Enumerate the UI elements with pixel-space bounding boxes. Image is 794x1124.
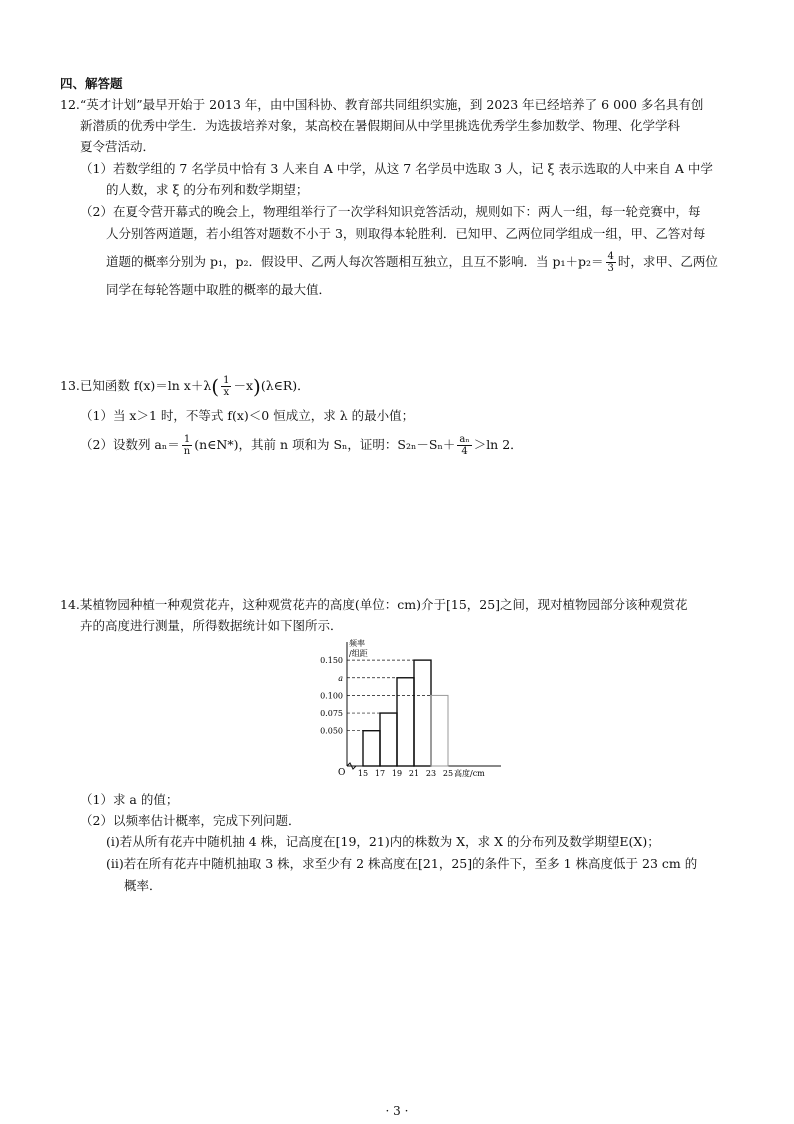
histogram-bar [380,713,397,766]
q13-part2-frac-num: 1 [182,434,192,446]
q13-part2-frac2-num: aₙ [459,434,470,445]
q13-line1-a: 13.已知函数 f(x)＝ln x＋λ [60,378,212,393]
q14-part2: （2）以频率估计概率，完成下列问题． [80,813,301,828]
x-axis-label: 高度/cm [454,769,485,778]
q13-fraction [221,375,231,398]
x-tick-label: 25 [442,769,454,778]
q12-line1: 12.“英才计划”最早开始于 2013 年，由中国科协、教育部共同组织实施，到 2023 年已经培养了 6 000 多名具有创 [60,97,704,112]
x-tick-label: 17 [374,769,386,778]
histogram-bar [431,695,448,766]
origin-label: O [338,768,346,778]
q12-part2-line3-a: 道题的概率分别为 p₁，p₂．假设甲、乙两人每次答题相互独立，且互不影响．当 p₁＋p₂＝ [106,254,604,269]
left-paren: ( [211,374,220,399]
q13-part2-frac2-den: 4 [461,446,468,457]
y-tick-label: 0.075 [320,709,343,719]
q13-part2-fraction2 [457,434,471,457]
y-tick-label: 0.100 [320,691,343,701]
q12-part2-line3-b: 时，求甲、乙两位 [617,254,718,269]
q14-part2-i: (i)若从所有花卉中随机抽 4 株，记高度在[19，21)内的株数为 X，求 X 的分布列及数学期望E(X)； [106,834,660,849]
q12-part1-line2: 的人数，求 ξ 的分布列和数学期望； [106,182,309,197]
q12-part1-line1: （1）若数学组的 7 名学员中恰有 3 人来自 A 中学，从这 7 名学员中选取 3 人，记 ξ 表示选取的人中来自 A 中学 [80,161,713,176]
q13-frac-num: 1 [223,375,230,386]
section-title: 四、解答题 [60,76,123,91]
q12-frac-den: 3 [607,263,614,274]
q12-part2-line3 [106,251,718,274]
q13-part2-c: ＞ln 2． [473,437,523,452]
q12-line2: 新潜质的优秀中学生．为选拔培养对象，某高校在暑假期间从中学里挑选优秀学生参加数学、物理、化学学科 [80,118,681,133]
frequency-histogram [305,636,505,786]
q12-part2-line1: （2）在夏令营开幕式的晚会上，物理组举行了一次学科知识竞答活动，规则如下：两人一组，每一轮竞赛中，每 [80,204,701,219]
q14-line1: 14.某植物园种植一种观赏花卉，这种观赏花卉的高度(单位：cm)介于[15，25]之间，现对植物园部分该种观赏花 [60,597,688,612]
q13-part2-frac-den: n [183,446,191,457]
q13-line1-mid: －x [233,378,254,393]
q14-part2-ii-line1: (ii)若在所有花卉中随机抽取 3 株，求至少有 2 株高度在[21，25]的条件下，至多 1 株高度低于 23 cm 的 [106,856,698,871]
y-axis-label-line1: 频率 [349,639,365,648]
q13-part2-b: (n∈N*)，其前 n 项和为 Sₙ，证明：S₂ₙ－Sₙ＋ [194,437,456,452]
q13-frac-den: x [223,387,230,398]
x-tick-label: 15 [357,769,369,778]
q13-part2-a: （2）设数列 aₙ＝ [80,437,180,452]
q13-part1: （1）当 x＞1 时，不等式 f(x)＜0 恒成立，求 λ 的最小值； [80,408,415,423]
q12-frac-num: 4 [607,251,614,262]
y-axis-label-line2: /组距 [349,649,368,658]
right-paren: ) [253,374,261,399]
histogram-bar [414,660,431,766]
q12-part2-line2: 人分别答两道题，若小组答对题数不小于 3，则取得本轮胜利．已知甲、乙两位同学组成一组，甲、乙答对每 [106,226,706,241]
x-tick-label: 23 [425,769,437,778]
q12-fraction [606,251,616,274]
q13-part2 [80,434,523,457]
y-tick-label: a [338,673,343,683]
q14-line2: 卉的高度进行测量，所得数据统计如下图所示． [80,618,343,633]
y-tick-label: 0.050 [320,726,343,736]
y-tick-label: 0.150 [320,656,343,666]
x-tick-label: 19 [391,769,403,778]
q12-part2-line4: 同学在每轮答题中取胜的概率的最大值． [106,282,332,297]
q12-line3: 夏令营活动． [80,139,156,154]
q13-line1 [60,375,310,398]
q14-part1: （1）求 a 的值； [80,792,179,807]
histogram-bar [363,731,380,766]
histogram-bar [397,678,414,766]
page-number: · 3 · [385,1104,409,1118]
q13-part2-fraction [182,434,192,457]
q13-line1-b: (λ∈R)． [260,378,310,393]
q14-part2-ii-line2: 概率． [124,878,162,893]
x-tick-label: 21 [408,769,420,778]
